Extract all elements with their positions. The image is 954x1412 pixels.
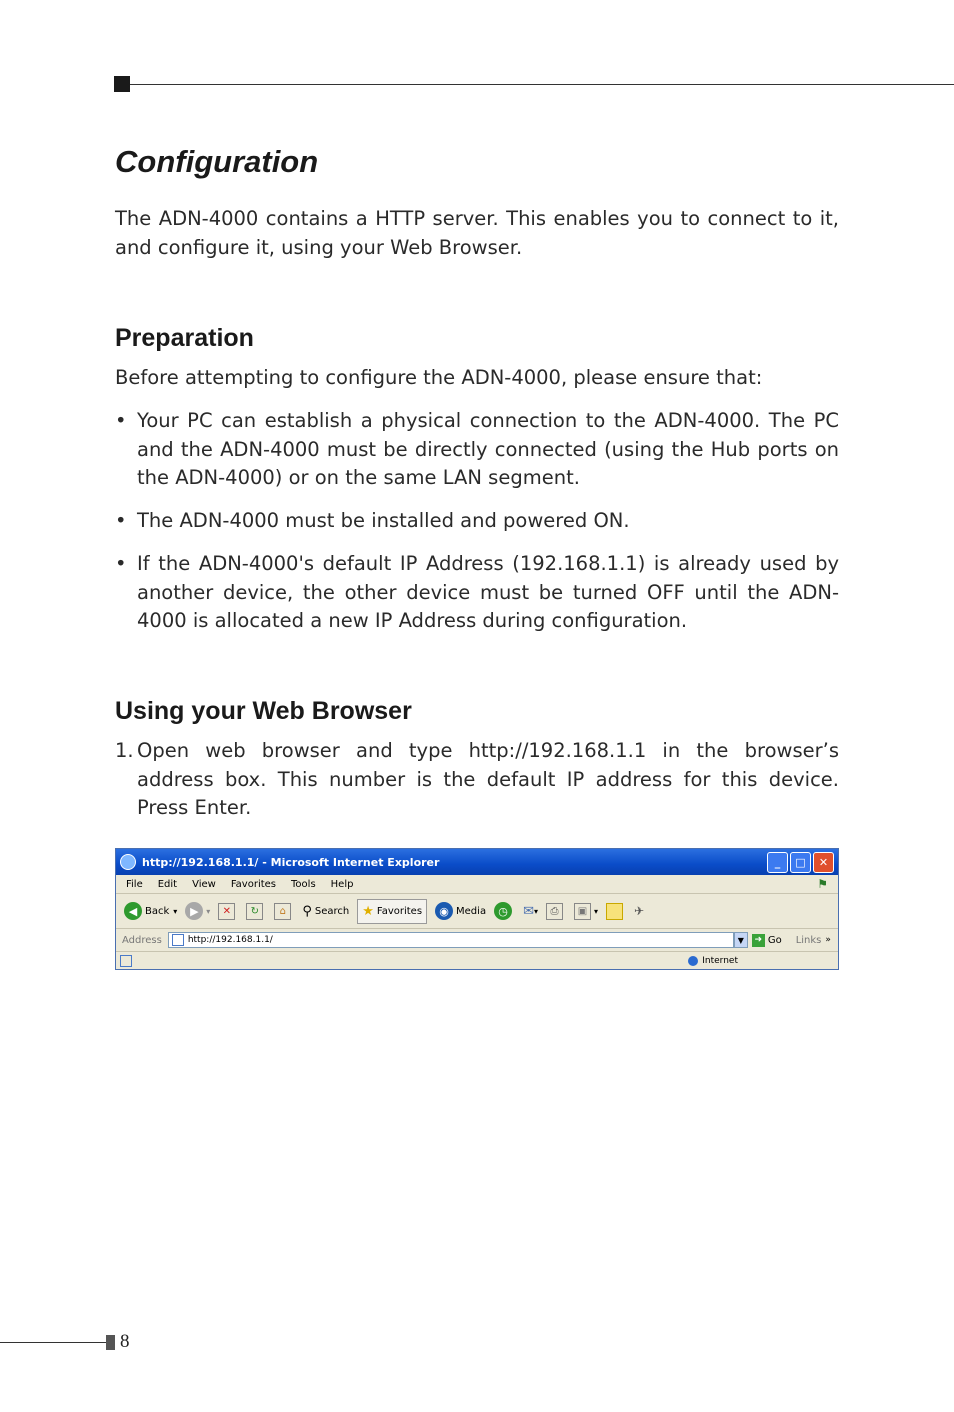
list-item-text: The ADN-4000 must be installed and powered ON. <box>137 509 630 532</box>
menu-file[interactable]: File <box>126 878 143 890</box>
browser-titlebar <box>116 849 838 875</box>
step-item <box>115 737 839 823</box>
dropdown-arrow-icon: ▾ <box>206 906 211 916</box>
windows-flag-icon: ⚑ <box>817 877 828 891</box>
list-item <box>115 550 839 636</box>
dropdown-arrow-icon: ▾ <box>594 906 599 916</box>
browser-menubar <box>116 875 838 894</box>
web-browser-heading: Using your Web Browser <box>115 697 412 725</box>
messenger-button[interactable] <box>634 904 644 918</box>
mail-button[interactable] <box>523 904 538 919</box>
refresh-icon: ↻ <box>246 903 263 920</box>
header-square <box>114 76 130 92</box>
edit-button[interactable] <box>574 903 598 920</box>
page-title: Configuration <box>115 144 319 179</box>
address-value: http://192.168.1.1/ <box>187 935 273 945</box>
preparation-lead: Before attempting to configure the ADN-4000, please ensure that: <box>115 366 763 389</box>
browser-toolbar <box>116 894 838 929</box>
search-button[interactable] <box>302 904 349 919</box>
print-icon: ⎙ <box>546 903 563 920</box>
intro-paragraph: The ADN-4000 contains a HTTP server. This enables you to connect to it, and configure it, using your Web Browser. <box>115 207 839 259</box>
preparation-heading: Preparation <box>115 324 254 352</box>
bullet: • <box>115 409 127 432</box>
back-arrow-icon: ◀ <box>124 902 142 920</box>
menu-view[interactable]: View <box>192 878 216 890</box>
list-item <box>115 507 839 536</box>
address-bar <box>116 929 838 952</box>
go-button[interactable] <box>752 934 782 947</box>
browser-screenshot <box>115 848 839 970</box>
address-dropdown-icon[interactable]: ▼ <box>734 932 748 948</box>
stop-button[interactable] <box>218 903 238 920</box>
zone-label: Internet <box>702 956 738 966</box>
address-input[interactable] <box>168 932 734 948</box>
minimize-icon[interactable]: _ <box>767 852 788 873</box>
list-item-text: Your PC can establish a physical connection to the ADN-4000. The PC and the ADN-4000 must be directly connected (using the Hub ports on the ADN-4000) or on the same LAN segment. <box>137 409 839 489</box>
bullet: • <box>115 509 127 532</box>
favorites-button[interactable] <box>357 899 427 924</box>
discuss-button[interactable] <box>606 903 626 920</box>
step-number: 1. <box>115 739 134 762</box>
chevron-right-icon[interactable]: » <box>825 935 831 945</box>
footer-square <box>106 1335 115 1350</box>
forward-arrow-icon: ▶ <box>185 902 203 920</box>
security-zone <box>688 956 738 966</box>
menu-edit[interactable]: Edit <box>157 878 178 890</box>
dropdown-arrow-icon: ▾ <box>533 906 538 916</box>
step-text: Open web browser and type http://192.168.1.1 in the browser’s address box. This number is the default IP address for this device. Press Enter. <box>137 739 839 819</box>
address-label: Address <box>122 934 162 946</box>
messenger-icon: ✈ <box>634 904 645 918</box>
maximize-icon[interactable]: □ <box>790 852 811 873</box>
mail-icon: ✉ <box>523 903 534 919</box>
menu-help[interactable]: Help <box>330 878 354 890</box>
ie-logo-icon <box>120 854 136 870</box>
globe-icon <box>688 956 698 966</box>
favorites-label: Favorites <box>376 905 423 917</box>
home-icon: ⌂ <box>274 903 291 920</box>
search-icon: ⚲ <box>302 903 312 919</box>
status-bar <box>116 952 838 970</box>
discuss-icon <box>606 903 623 920</box>
go-label: Go <box>767 934 782 946</box>
home-button[interactable] <box>274 903 294 920</box>
back-label: Back <box>145 905 170 917</box>
edit-icon: ▣ <box>574 903 591 920</box>
dropdown-arrow-icon: ▾ <box>173 906 178 916</box>
history-button[interactable] <box>494 902 515 920</box>
page-icon <box>172 934 184 946</box>
page-number: 8 <box>120 1331 130 1352</box>
list-item <box>115 407 839 493</box>
forward-button[interactable] <box>185 902 210 920</box>
history-icon: ◷ <box>494 902 512 920</box>
back-button[interactable] <box>124 902 177 920</box>
links-label[interactable]: Links <box>795 934 822 946</box>
refresh-button[interactable] <box>246 903 266 920</box>
header-rule <box>130 84 954 85</box>
media-icon: ◉ <box>435 902 453 920</box>
search-label: Search <box>314 905 350 917</box>
page-status-icon <box>120 955 132 967</box>
media-label: Media <box>456 905 487 917</box>
list-item-text: If the ADN-4000's default IP Address (192.168.1.1) is already used by another device, the other device must be turned OFF until the ADN-4000 is allocated a new IP Address during configuration. <box>137 552 839 632</box>
media-button[interactable] <box>435 902 486 920</box>
footer-rule <box>0 1342 106 1343</box>
menu-tools[interactable]: Tools <box>291 878 316 890</box>
stop-icon: ✕ <box>218 903 235 920</box>
bullet: • <box>115 552 127 575</box>
star-icon: ★ <box>362 903 374 919</box>
menu-favorites[interactable]: Favorites <box>230 878 277 890</box>
close-icon[interactable]: ✕ <box>813 852 834 873</box>
print-button[interactable] <box>546 903 566 920</box>
window-title: http://192.168.1.1/ - Microsoft Internet Explorer <box>142 855 440 869</box>
go-arrow-icon: ➜ <box>752 934 765 947</box>
